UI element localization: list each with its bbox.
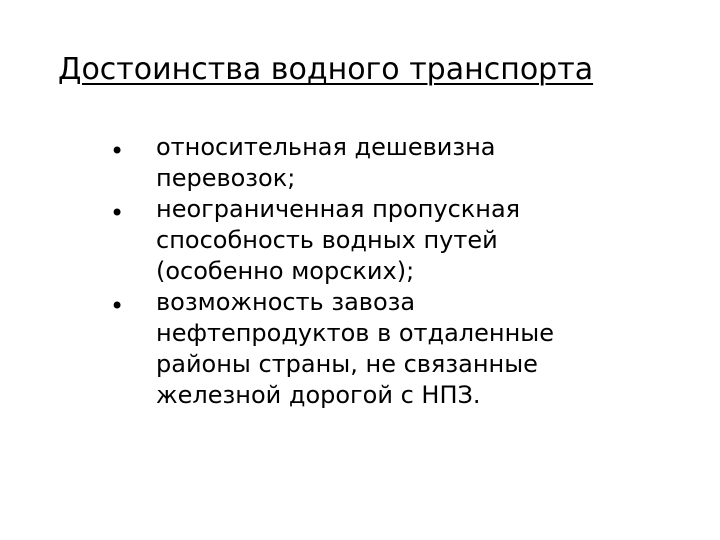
list-item-line: районы страны, не связанные — [156, 350, 538, 378]
list-item — [0, 287, 554, 411]
advantages-list — [0, 132, 554, 411]
list-item-line: перевозок; — [156, 164, 296, 192]
slide-title: Достоинства водного транспорта — [58, 52, 594, 87]
bullet-icon: • — [110, 292, 125, 320]
bullet-icon: • — [110, 137, 125, 165]
list-item-line: возможность завоза — [156, 288, 416, 316]
list-item — [0, 194, 554, 287]
list-item-line: (особенно морских); — [156, 257, 415, 285]
list-item-line: нефтепродуктов в отдаленные — [156, 319, 555, 347]
list-item-line: относительная дешевизна — [156, 133, 496, 161]
bullet-icon: • — [110, 199, 125, 227]
list-item — [0, 132, 554, 194]
list-item-line: способность водных путей — [156, 226, 498, 254]
list-item-line: неограниченная пропускная — [156, 195, 521, 223]
list-item-line: железной дорогой с НПЗ. — [156, 381, 481, 409]
